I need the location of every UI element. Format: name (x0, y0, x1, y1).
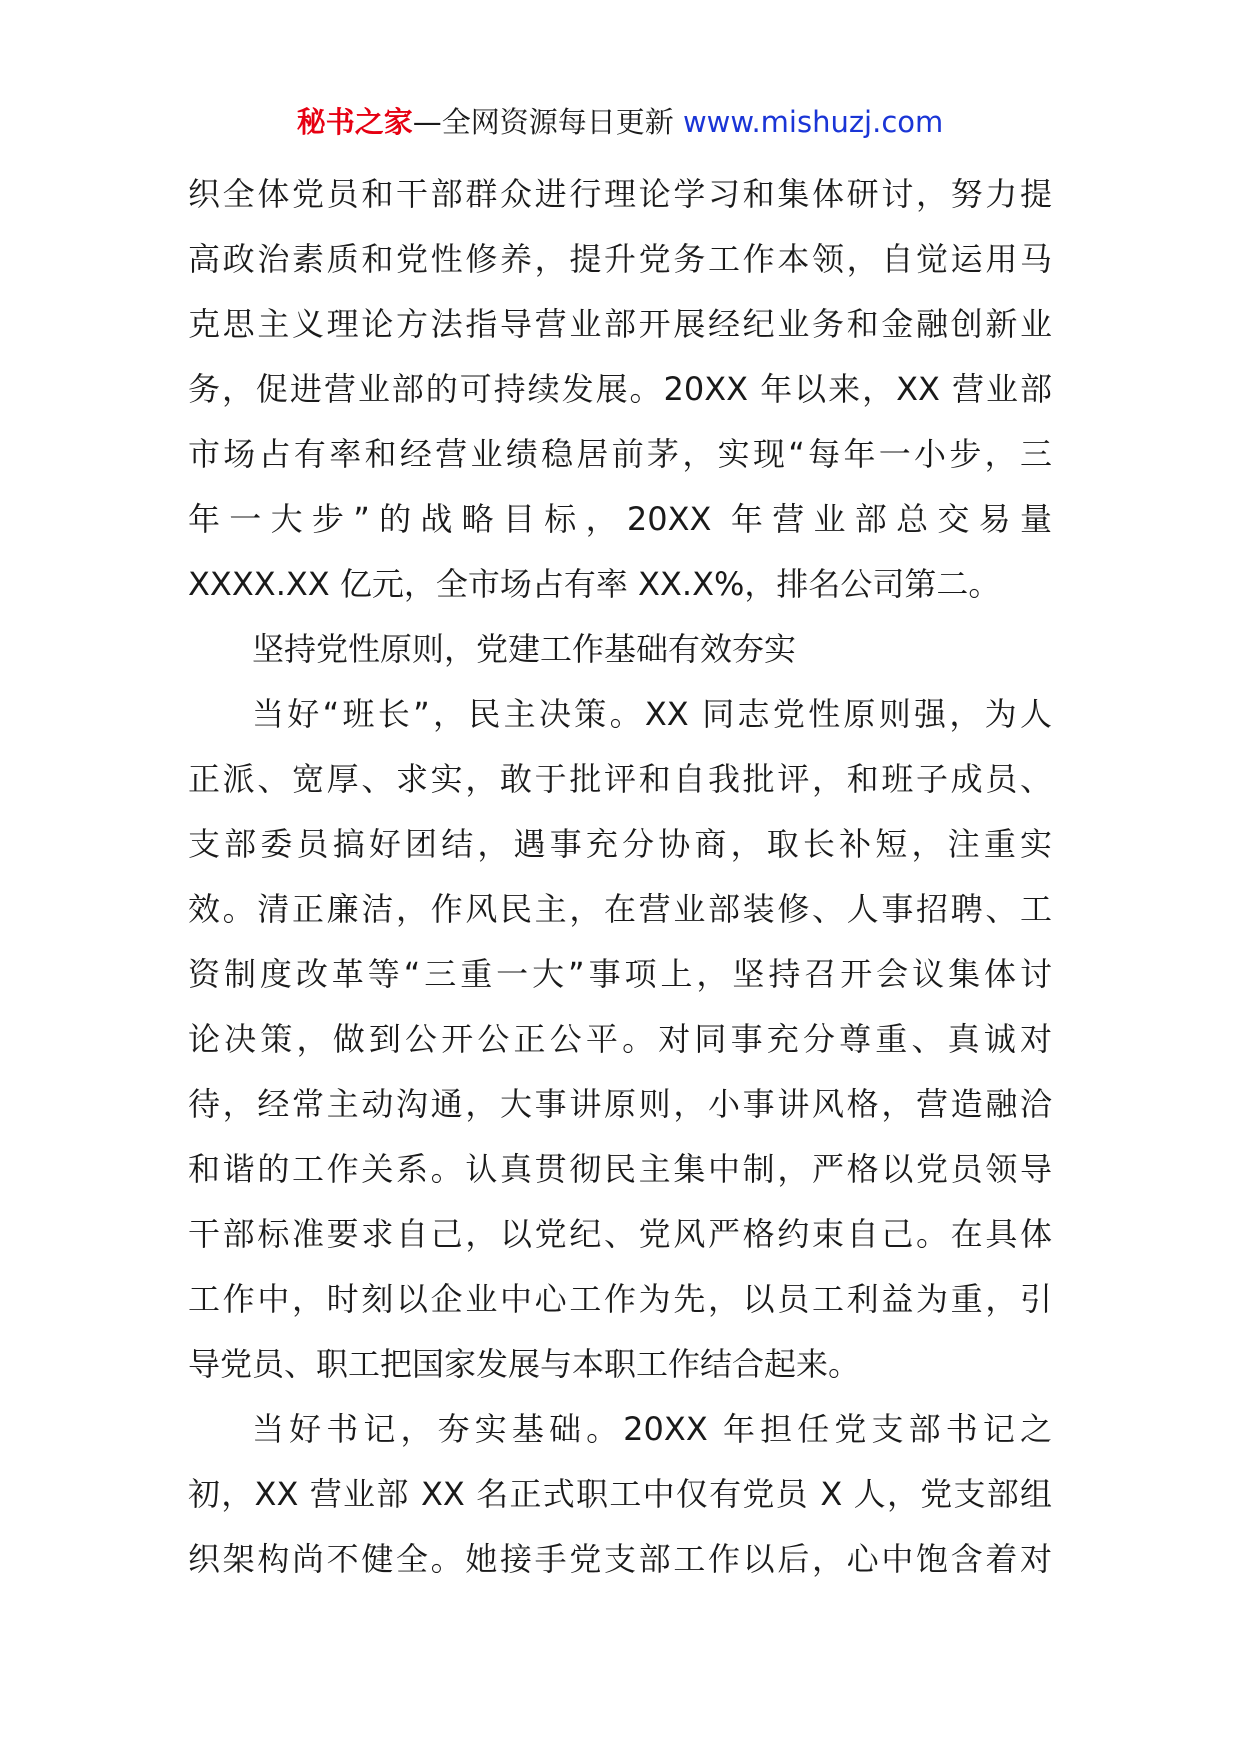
page-header (0, 100, 1240, 144)
text-line: 干部标准要求自己，以党纪、党风严格约束自己。在具体 (188, 1215, 1052, 1253)
site-url: www.mishuzj.com (682, 105, 944, 139)
text-line: 正派、宽厚、求实，敢于批评和自我批评，和班子成员、 (188, 760, 1052, 798)
text-line: 市场占有率和经营业绩稳居前茅，实现“每年一小步，三 (188, 435, 1052, 473)
text-line: 支部委员搞好团结，遇事充分协商，取长补短，注重实 (188, 825, 1052, 863)
text-line: 效。清正廉洁，作风民主，在营业部装修、人事招聘、工 (188, 890, 1052, 928)
text-line: 务，促进营业部的可持续发展。20XX 年以来，XX 营业部 (188, 370, 1052, 408)
text-line: 导党员、职工把国家发展与本职工作结合起来。 (188, 1345, 861, 1383)
text-line: 和谐的工作关系。认真贯彻民主集中制，严格以党员领导 (188, 1150, 1052, 1188)
text-line: XXXX.XX 亿元，全市场占有率 XX.X%，排名公司第二。 (188, 565, 1001, 603)
text-line: 待，经常主动沟通，大事讲原则，小事讲风格，营造融洽 (188, 1085, 1052, 1123)
document-body (188, 162, 1052, 1592)
text-line: 织全体党员和干部群众进行理论学习和集体研讨，努力提 (188, 175, 1052, 213)
text-line: 资制度改革等“三重一大”事项上，坚持召开会议集体讨 (188, 955, 1052, 993)
text-line: 克思主义理论方法指导营业部开展经纪业务和金融创新业 (188, 305, 1052, 343)
text-line: 工作中，时刻以企业中心工作为先，以员工利益为重，引 (188, 1280, 1052, 1318)
text-line: 高政治素质和党性修养，提升党务工作本领，自觉运用马 (188, 240, 1052, 278)
site-slogan: —全网资源每日更新 (412, 105, 683, 139)
text-line: 坚持党性原则，党建工作基础有效夯实 (252, 630, 797, 668)
site-brand: 秘书之家 (296, 105, 413, 139)
text-line: 年一大步”的战略目标，20XX 年营业部总交易量 (188, 500, 1052, 538)
text-line: 织架构尚不健全。她接手党支部工作以后，心中饱含着对 (188, 1540, 1052, 1578)
text-line: 初，XX 营业部 XX 名正式职工中仅有党员 X 人，党支部组 (188, 1475, 1052, 1513)
text-line: 当好“班长”，民主决策。XX 同志党性原则强，为人 (252, 695, 1052, 733)
text-line: 当好书记，夯实基础。20XX 年担任党支部书记之 (252, 1410, 1052, 1448)
text-line: 论决策，做到公开公正公平。对同事充分尊重、真诚对 (188, 1020, 1052, 1058)
